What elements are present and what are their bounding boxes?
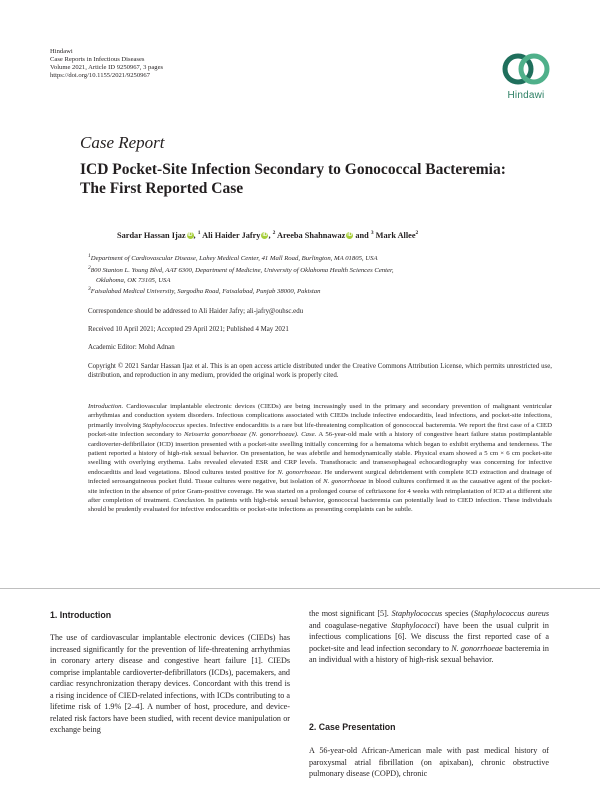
orcid-icon[interactable]: iD	[187, 232, 193, 239]
author-affil-number: 1	[197, 230, 201, 236]
body-italic: N. gonorrhoeae	[451, 643, 503, 653]
abstract-text: A 56-year-old male with a history of congestive heart failure status postimplantable cardioverter-defibrillator (ICD) insertion presented with a pocket-site swelling initially concerning for a hematoma which began to exhibit erythema and tenderness. The patient reported a history of high-risk sexual behavior. On presentation, he was afebrile and hemodynamically stable. Physical exam showed a 5 cm × 6 cm pocket-site swelling with overlying erythema. Labs revealed elevated ESR and CRP levels. Transthoracic and transesophageal echocardiography was concerning for infective endocarditis and lead vegetations. Blood cultures tested positive for	[88, 431, 553, 476]
body-text: species (	[442, 609, 474, 618]
affiliation-text: 800 Stanton L. Young Blvd, AAT 6300, Department of Medicine, University of Oklahoma Health Sciences Center,	[90, 267, 394, 275]
abstract-section-label: Introduction.	[88, 403, 124, 410]
author-affil-number: 2	[415, 230, 419, 236]
body-text: bacteremia in an individual with a history of high-risk sexual behavior.	[309, 643, 549, 664]
body-text: ) have been the usual culprit in infectious complications [6]. We discuss the first reported case of a pocket-site and lead infection secondary to	[309, 620, 549, 653]
affiliation-text-continued: Oklahoma, OK 73105, USA	[96, 276, 171, 284]
article-title	[80, 160, 580, 198]
author-name: Areeba Shahnawaz	[277, 230, 346, 240]
article-dates: Received 10 April 2021; Accepted 29 April 2021; Published 4 May 2021	[88, 326, 289, 333]
body-italic: Staphylococci	[391, 620, 437, 630]
correspondence: Correspondence should be addressed to Ali Haider Jafry; ali-jafry@ouhsc.edu	[88, 308, 304, 315]
body-text: the most significant [5].	[309, 609, 392, 618]
affiliation-number: 2	[88, 265, 91, 271]
case-body	[309, 745, 549, 780]
abstract	[88, 402, 552, 515]
case-paragraph: A 56-year-old African-American male with past medical history of paroxysmal atrial fibrillation (on apixaban), chronic obstructive pulmonary disease (COPD), chronic	[309, 746, 549, 778]
abstract-text: He underwent surgical debridement with complete ICD extraction and drainage of infected serosanguineous pocket fluid. Tissue cultures were negative, but isolation of	[88, 468, 552, 486]
affiliation-number: 3	[88, 286, 91, 292]
publisher-name: Hindawi	[50, 48, 73, 55]
orcid-icon[interactable]: iD	[347, 232, 353, 239]
author-affil-number: 2	[272, 230, 276, 236]
journal-header	[50, 48, 163, 80]
abstract-text: In patients with high-risk sexual behavior, gonococcal bacteremia can potentially lead to CIED infection. These individuals should be prudently evaluated for infective endocarditis or pocket-site infections as presenting complaints can be subtle.	[88, 497, 552, 514]
abstract-italic: N. gonorrhoeae.	[277, 468, 323, 476]
affiliation-text: Department of Cardiovascular Disease, Lahey Medical Center, 41 Mall Road, Burlington, MA 01805, USA	[90, 255, 378, 263]
case-heading: 2. Case Presentation	[309, 722, 396, 732]
intro-body	[50, 632, 290, 736]
abstract-text: species. Infective endocarditis is a rare but life-threatening complication of gonococcal bacteremia. We report the first case of a CIED pocket-site infection secondary to	[88, 421, 552, 439]
body-italic: Staphylococcus aureus	[473, 609, 550, 618]
abstract-text: Cardiovascular implantable electronic devices (CIEDs) are being increasingly used in the primary and secondary prevention of malignant ventricular arrhythmias and conduction system disorders. Infectious complications associated with CIEDs include infective endocarditis, lead infections, and pocket-site infections, primarily involving	[88, 403, 552, 429]
volume-info: Volume 2021, Article ID 9250967, 3 pages	[50, 64, 164, 71]
doi-link[interactable]: https://doi.org/10.1155/2021/9250967	[50, 72, 151, 79]
intro-heading: 1. Introduction	[50, 610, 112, 620]
author-name: Ali Haider Jafry	[202, 230, 261, 240]
article-type: Case Report	[80, 133, 165, 152]
copyright-notice: Copyright © 2021 Sardar Hassan Ijaz et al. This is an open access article distributed under the Creative Commons Attribution License, which permits unrestricted use, distribution, and reproduction in any medium, provided the original work is properly cited.	[88, 363, 552, 380]
intro-continued	[309, 608, 549, 666]
affiliation	[88, 252, 568, 264]
body-italic: Staphylococcus	[391, 609, 443, 618]
author-affil-number: 3	[370, 230, 374, 236]
title-line-2: The First Reported Case	[80, 180, 244, 197]
abstract-italic: Neisseria gonorrhoeae (N. gonorrhoeae). Case.	[183, 431, 317, 439]
orcid-icon[interactable]: iD	[262, 232, 268, 239]
abstract-italic: N. gonorrhoeae	[323, 478, 367, 486]
hindawi-logo-word: Hindawi	[507, 90, 545, 101]
journal-name: Case Reports in Infectious Diseases	[50, 56, 145, 63]
abstract-section-label: Conclusion.	[173, 497, 206, 505]
abstract-text: in blood cultures confirmed it as the causative agent of the pocket-site infection in the absence of prior Gram-positive coverage. He was started on a prolonged course of ceftriaxone for 4 weeks with reimplantation of ICD at a different site after completion of treatment.	[88, 478, 552, 505]
author-list	[117, 230, 577, 240]
affiliation-text: Faisalabad Medical University, Sargodha Road, Faisalabad, Punjab 38000, Pakistan	[90, 288, 321, 296]
intro-paragraph-continued	[309, 608, 549, 666]
author-separator: and	[353, 230, 371, 240]
body-text: and coagulase-negative	[309, 620, 392, 630]
intro-paragraph: The use of cardiovascular implantable electronic devices (CIEDs) has increased significantly for the prevention of life-threatening arrhythmias in coronary artery disease and congestive heart failure [1]. CIEDs comprise implantable cardioverter-defibrillators (ICDs), pacemakers, and cardiac resynchronization therapy devices. Concordant with this trend is a rising incidence of CIED-related infections, with ICDs contributing to a lifetime risk of 1.9% [2–4]. A number of host, procedure, and device-related risk factors have been studied, with recent device manipulation or exchange being	[50, 633, 290, 734]
author-separator: ,	[268, 230, 273, 240]
affiliation	[88, 285, 568, 297]
academic-editor: Academic Editor: Mohd Adnan	[88, 344, 175, 351]
affiliation-number: 1	[88, 253, 91, 259]
affiliation	[88, 264, 568, 285]
section-divider	[0, 588, 600, 589]
author-name: Mark Allee	[375, 230, 416, 240]
title-line-1: ICD Pocket-Site Infection Secondary to Gonococcal Bacteremia:	[80, 161, 506, 178]
author-name: Sardar Hassan Ijaz	[117, 230, 186, 240]
abstract-italic: Staphylococcus	[142, 421, 185, 429]
author-separator: ,	[193, 230, 198, 240]
